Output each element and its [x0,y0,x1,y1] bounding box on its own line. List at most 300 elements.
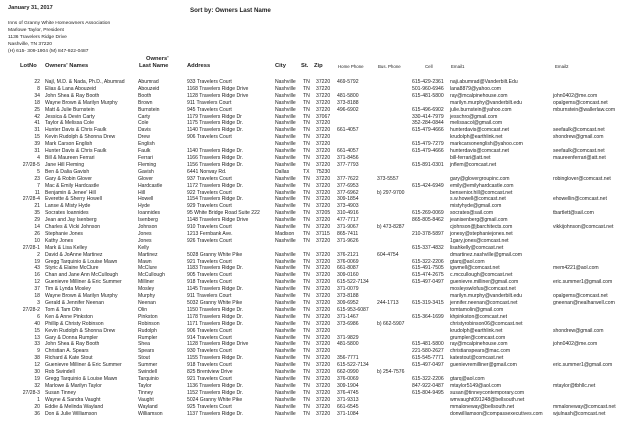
lot-number: 16 [34,272,40,279]
address: 95 White Bridge Road Suite 222 [187,210,260,217]
address: 1128 Travelers Ridge Drive [187,92,249,99]
lot-number: 27/28-1 [22,244,40,251]
cell-phone: 615-479-4666 [412,148,444,155]
state: TN [303,134,310,141]
cell-phone: 330-414-7979 [412,113,444,120]
email1: c.mccullough@comcast.net [450,272,513,279]
state: TN [303,141,310,148]
home-phone: 469-5792 [337,79,359,85]
last-name: Cole [138,120,149,127]
lot-number: 7 [37,182,40,189]
address: 1213 Fernbank Ave. [187,230,233,237]
zip: 37220 [316,396,331,403]
president-name: Marlowe Taylor, President [8,28,64,33]
lot-number: 9 [37,348,40,355]
email1: socrates@sail.com [450,210,494,217]
state: TN [303,203,310,210]
city: Nashville [275,396,296,403]
email1: susan@tinneycontemporary.com [450,389,525,396]
owners-names: Mark & Lisa Kelley [45,244,88,251]
lot-number: 40 [34,320,40,327]
last-name: Ioannides [138,210,161,217]
zip: 37220 [316,196,331,203]
address: 1152 Travelers Ridge Dr. [187,389,243,396]
address: 1172 Travelers Ridge Dr. [187,182,243,189]
owners-names: Lanse & Misty Hyde [45,203,91,210]
table-row [0,148,640,155]
state: TN [303,113,310,120]
state: TN [303,85,310,92]
lot-number: 14 [34,224,40,231]
zip: 37220 [316,369,331,376]
lot-number: 25 [34,106,40,113]
city: Nashville [275,362,296,369]
address: 914 Travelers Court [187,334,232,341]
bus-phone: b) 297-9700 [377,189,405,196]
home-phone: 356-7771 [337,355,359,362]
owners-names: Wayne & Sandra Vaught [45,396,101,403]
lot-number: 26 [34,230,40,237]
state: TN [303,92,310,99]
lot-number: 20 [34,403,40,410]
last-name: Spears [138,348,155,355]
lot-number: 27/28-4 [22,196,40,203]
table-row [0,238,640,245]
table-row [0,265,640,272]
lot-number: 36 [34,410,40,417]
home-phone: 615-953-6087 [337,306,369,313]
table-row [0,397,640,404]
cell-phone: 615-496-6902 [412,106,444,113]
cell-phone: 615-891-0301 [412,161,444,168]
address: 922 Travelers Court [187,189,232,196]
lot-number: 38 [34,355,40,362]
city: Nashville [275,258,296,265]
home-phone: 376-0069 [337,375,359,382]
zip: 37220 [316,251,331,258]
owners-table [0,79,640,417]
table-row [0,79,640,86]
table-row [0,314,640,321]
last-name: Robinson [138,320,160,327]
zip: 37220 [316,320,331,327]
cell-phone: 615-479-7279 [412,141,444,148]
state: TN [303,251,310,258]
lot-number: 13 [34,334,40,341]
owners-names: Ken & Anne Pinkston [45,313,93,320]
last-name: Abumrad [138,79,159,85]
email2: shondrew@gmail.com [553,327,604,334]
cell-phone: 210-378-5897 [412,230,444,237]
table-row [0,259,640,266]
state: TN [303,313,310,320]
bus-phone: b) 473-8287 [377,224,405,231]
cell-phone: 615-491-7505 [412,265,444,272]
state: TN [303,300,310,306]
table-row [0,307,640,314]
home-phone: 477-7717 [337,217,359,224]
city: Nashville [275,120,296,127]
last-name: Vaught [138,396,154,403]
owners-names: Gary & Robin Glover [45,175,92,182]
cell-phone: 352-284-0844 [412,120,444,127]
owners-names: John Shea & Ray Booth [45,92,100,99]
email2: gneenan@nealharwell.com [553,300,615,306]
home-phone: 309-1904 [337,382,359,389]
zip: 37220 [316,224,331,231]
lot-number: 10 [34,237,40,244]
last-name: Burnstein [138,106,160,113]
zip: 37220 [316,141,331,148]
email1: krudolph@earthlink.net [450,327,503,334]
city: Nashville [275,224,296,231]
zip: 37220 [316,182,331,189]
email1: wmvaught091248@bellsouth.net [450,396,525,403]
address: 1156 Travelers Ridge Dr. [187,161,243,168]
last-name: Glover [138,175,154,182]
email1: markcarsonenglish@yahoo.com [450,141,523,148]
column-header-owners-names: Owners' Names [45,63,89,69]
city: Nashville [275,154,296,161]
association-name: Inns of Granny White Homeowners Association [8,21,111,26]
owners-names: Matt & Julie Burnstein [45,106,95,113]
state: TN [303,237,310,244]
owners-names: Gregg Tarquinio & Louise Mawn [45,375,118,382]
city: Nashville [275,189,296,196]
lot-number: 5 [37,168,40,175]
owners-names: Everette & Sherry Howell [45,196,102,203]
home-phone: 481-5800 [337,92,359,99]
table-row [0,369,640,376]
cell-phone: 615-481-5800 [412,92,444,99]
city: Nashville [275,251,296,258]
city: Nashville [275,203,296,210]
address: 1166 Travelers Ridge Dr. [187,154,243,161]
column-header-home-phone: Home Phone [338,64,364,69]
home-phone: 376-0069 [337,258,359,265]
city: Nashville [275,306,296,313]
cell-phone: 615-424-6949 [412,182,444,189]
city: Nashville [275,313,296,320]
email1: marilyn.murphy@vanderbilt.edu [450,293,522,300]
table-row [0,293,640,300]
address: 1178 Travelers Ridge Dr. [187,313,243,320]
state: TN [303,99,310,106]
email2: wjulnash@comcast.net [553,410,606,417]
state: TN [303,355,310,362]
city: Nashville [275,113,296,120]
cell-phone: 615-497-0497 [412,279,444,286]
owners-names: Mac & Emily Hardcastle [45,182,100,189]
state: TN [303,375,310,382]
address: 5028 Granny White Pike [187,251,243,258]
home-phone: 373-6986 [337,320,359,327]
table-row [0,93,640,100]
city: Nashville [275,196,296,203]
state: TN [303,106,310,113]
lot-number: 29 [34,217,40,224]
cell-phone: 501-960-6946 [412,85,444,92]
zip: 37220 [316,375,331,382]
zip: 37220 [316,127,331,134]
table-row [0,169,640,176]
state: TX [303,168,310,175]
table-row [0,341,640,348]
last-name: Davis [138,127,151,134]
cell-phone: 615-545-7771 [412,355,444,362]
address: 906 Travelers Court [187,327,232,334]
zip: 37220 [316,85,331,92]
home-phone: 662-0990 [337,369,359,376]
owners-names: Christian A. Spears [45,348,89,355]
zip: 37220 [316,154,331,161]
last-name: Johnson [138,224,158,231]
owners-names: Wayne Brown & Marilyn Murphy [45,99,118,106]
lot-number: 6 [37,313,40,320]
email1: emily@emilyhardcastle.com [450,182,514,189]
table-row [0,141,640,148]
cell-phone: 221-580-2627 [412,348,444,355]
lot-number: 21 [34,203,40,210]
email2: john0402@me.com [553,341,598,348]
zip: 37220 [316,403,331,410]
zip: 37220 [316,306,331,313]
zip: 37220 [316,389,331,396]
column-header-address: Address [187,63,211,69]
state: TN [303,224,310,231]
last-name: Milliner [138,279,155,286]
email2: vikkijohnson@comcast.net [553,224,614,231]
table-row [0,114,640,121]
table-row [0,231,640,238]
lot-number: 31 [34,127,40,134]
email1: grumpler@comcast.com [450,334,506,341]
owners-names: Richard & Kate Stout [45,355,93,362]
email1: s.w.howell@comcast.net [450,196,506,203]
zip: 37220 [316,300,331,306]
city: Nashville [275,182,296,189]
last-name: Tarquinio [138,375,159,382]
last-name: Martinez [138,251,158,258]
zip: 37220 [316,175,331,182]
last-name: Ferrari [138,154,153,161]
home-phone: 615-522-7134 [337,362,369,369]
email2: mem4221@aol.com [553,265,599,272]
state: TN [303,127,310,134]
cell-phone: 615-319-3415 [412,300,444,306]
cell-phone: 615-269-0069 [412,210,444,217]
bus-phone: 604-4754 [377,251,399,258]
email1: igwmell@comcast.net [450,265,500,272]
address: 1140 Travelers Ridge Dr. [187,148,243,155]
last-name: Taylor [138,382,152,389]
address: 921 Travelers Court [187,375,232,382]
email1: jonesy@stephaniejones.net [450,230,513,237]
city: Nashville [275,106,296,113]
last-name: Rudolph [138,327,157,334]
bus-phone: 244-1713 [377,300,399,306]
last-name: English [138,141,155,148]
zip: 75230 [316,168,331,175]
cell-phone: 615-474-2675 [412,272,444,279]
address: 933 Travelers Court [187,79,232,85]
address: 945 Travelers Court [187,106,232,113]
last-name: Brown [138,99,153,106]
lot-number: 34 [34,92,40,99]
home-phone: 371-0079 [337,286,359,293]
email1: christyrobinson06@comcast.net [450,320,523,327]
email1: guenievremilliner@gmail.com [450,362,517,369]
owners-names: Chan and Jane Ann McCullough [45,272,119,279]
last-name: Hill [138,189,146,196]
address: 937 Travelers Court [187,175,232,182]
city: Nashville [275,293,296,300]
last-name: Booth [138,92,152,99]
report-date: January 31, 2017 [8,5,53,11]
table-row [0,210,640,217]
city: Nashville [275,92,296,99]
cell-phone: 865-805-8462 [412,217,444,224]
email1: naji.abumrad@Vanderbilt.Edu [450,79,518,85]
table-row [0,348,640,355]
zip: 37220 [316,293,331,300]
zip: 37220 [316,313,331,320]
owners-names: Hunter Davis & Chris Faulk [45,127,107,134]
zip: 37220 [316,334,331,341]
email1: mmaloneway@bellsouth.net [450,403,515,410]
home-phone: 377-7622 [337,175,359,182]
lot-number: 43 [34,265,40,272]
column-header-bus-phone: Bus. Phone [378,64,401,69]
address: 918 Travelers Court [187,362,232,369]
address: 1168 Travelers Ridge Drive [187,85,249,92]
last-name: Hardcastle [138,182,163,189]
state: TN [303,382,310,389]
table-row [0,217,640,224]
email1: cjohnson@jbarchitects.com [450,224,513,231]
address: 825 Brentview Drive [187,369,233,376]
home-phone: 481-5800 [337,341,359,348]
email1: tomtamolin@gmail.com [450,306,504,313]
last-name: Rumpler [138,334,158,341]
table-row [0,107,640,114]
lot-number: 30 [34,369,40,376]
email1: bensenior.hill@comcast.net [450,189,513,196]
address: 910 Travelers Court [187,224,232,231]
table-row [0,190,640,197]
cell-phone: 847-922-0487 [412,382,444,389]
city: Nashville [275,320,296,327]
owners-names: Socrates Ioannides [45,210,89,217]
home-phone: 371-8456 [337,154,359,161]
table-row [0,176,640,183]
home-phone: 373-8188 [337,99,359,106]
address: 925 Travelers Court [187,403,232,410]
address: 1179 Travelers Ridge Dr [187,113,242,120]
zip: 37220 [316,203,331,210]
lot-number: 18 [34,293,40,300]
lot-number: 31 [34,148,40,155]
email1: marilyn.murphy@vanderbilt.edu [450,99,522,106]
email2: maureenferrari@att.net [553,154,606,161]
state: TN [303,279,310,286]
table-row [0,300,640,307]
table-row [0,183,640,190]
address: 1150 Travelers Ridge Dr. [187,306,243,313]
city: Nashville [275,175,296,182]
city: Nashville [275,300,296,306]
email1: gtarq@aol.com [450,375,485,382]
zip: 37220 [316,341,331,348]
cell-phone: 615-497-0497 [412,362,444,369]
city: Nashville [275,286,296,293]
last-name: Fleming [138,161,157,168]
cell-phone: 615-337-4832 [412,244,444,251]
last-name: Howell [138,196,154,203]
email1: guenievre.milliner@gmail.com [450,279,519,286]
state: TN [303,189,310,196]
city: Nashville [275,410,296,417]
last-name: Hyde [138,203,150,210]
owners-names: Elias & Lana Abouzeid [45,85,96,92]
address: 1154 Travelers Ridge Dr. [187,196,243,203]
home-phone: 371-9067 [337,224,359,231]
email2: eric.summer1@gmail.com [553,362,613,369]
column-header-email2: Email2 [555,64,569,69]
address: 1128 Travelers Ridge Drive [187,341,249,348]
lot-number: 22 [34,79,40,85]
home-phone: 865-7411 [337,230,359,237]
lot-number: 15 [34,327,40,334]
table-row [0,120,640,127]
state: TN [303,154,310,161]
home-phone: 371-9313 [337,396,359,403]
address: 918 Travelers Court [187,279,232,286]
address: 1148 Travelers Ridge Drive [187,217,249,224]
column-header-email1: Email1 [451,64,465,69]
city: Nashville [275,127,296,134]
table-row [0,335,640,342]
state: TN [303,410,310,417]
zip: 37220 [316,355,331,362]
lot-number: 8 [37,85,40,92]
state: TN [303,161,310,168]
zip: 37220 [316,265,331,272]
address: 1155 Travelers Ridge Dr. [187,355,243,362]
state: TN [303,272,310,279]
last-name: Shea [138,341,150,348]
address: 926 Travelers Court [187,237,232,244]
owners-names: John Shea & Ray Booth [45,341,100,348]
home-phone: 373-8188 [337,293,359,300]
email1: dmartinez.nashville@gmail.com [450,251,522,258]
address: 1145 Travelers Ridge Dr. [187,286,243,293]
table-row [0,376,640,383]
lot-number: 33 [34,341,40,348]
table-row [0,321,640,328]
zip: 37220 [316,217,331,224]
city: Nashville [275,210,296,217]
home-phone: 377-6962 [337,189,359,196]
home-phone: 309-0160 [337,272,359,279]
email1: ray@mcalpinehouse.com [450,92,508,99]
home-phone: 309-1854 [337,196,359,203]
home-phone: 496-6902 [337,106,359,113]
city: Nashville [275,334,296,341]
owners-names: Gary & Donna Rumpler [45,334,98,341]
table-row [0,383,640,390]
address: 1137 Travelers Ridge Dr. [187,410,243,417]
